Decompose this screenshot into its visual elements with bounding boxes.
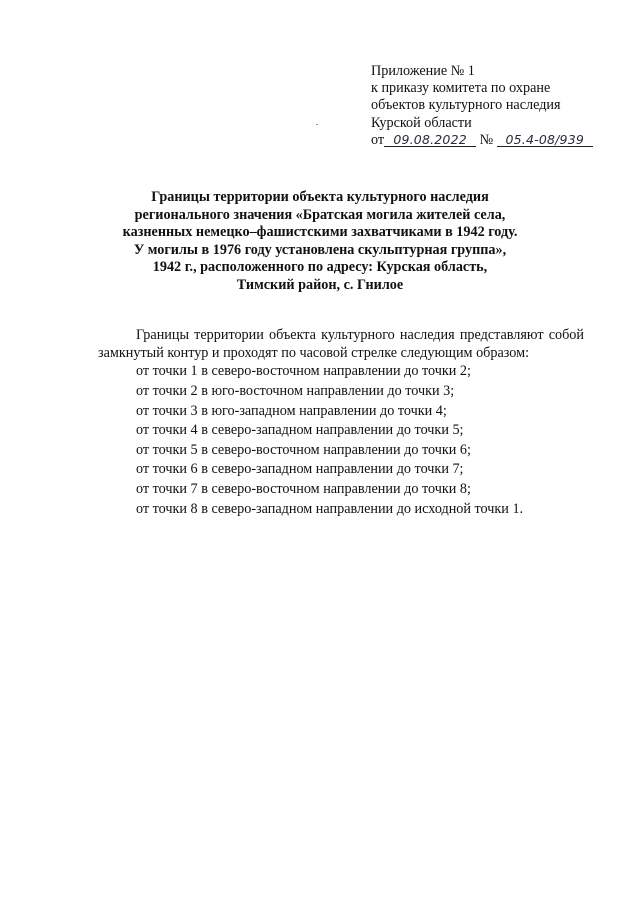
title-line-2: регионального значения «Братская могила жителей села, bbox=[134, 206, 506, 223]
handwritten-order-number: 05.4-08/939 bbox=[497, 133, 593, 147]
document-title bbox=[80, 189, 560, 295]
title-line-1: Границы территории объекта культурного наследия bbox=[151, 189, 489, 205]
list-item: от точки 6 в северо-западном направлении до точки 7; bbox=[136, 461, 464, 478]
title-line-6: Тимский район, с. Гнилое bbox=[236, 276, 404, 293]
title-line-4: У могилы в 1976 году установлена скульптурная группа», bbox=[133, 241, 507, 258]
appendix-number: Приложение № 1 bbox=[371, 63, 475, 79]
title-line-3: казненных немецко–фашистскими захватчиками в 1942 году. bbox=[122, 224, 518, 241]
appendix-region: Курской области bbox=[371, 114, 472, 131]
appendix-date-number-line bbox=[371, 132, 631, 149]
document-body bbox=[98, 326, 584, 519]
appendix-header bbox=[371, 63, 631, 149]
intro-paragraph: Границы территории объекта культурного наследия представляют собой замкнутый контур и проходят по часовой стрелке следующим образом: bbox=[98, 327, 584, 362]
list-item: от точки 7 в северо-восточном направлении до точки 8; bbox=[136, 480, 471, 497]
appendix-order-ref: к приказу комитета по охране bbox=[371, 80, 551, 97]
list-item: от точки 8 в северо-западном направлении до исходной точки 1. bbox=[136, 500, 524, 517]
appendix-committee: объектов культурного наследия bbox=[371, 97, 561, 114]
number-prefix: № bbox=[479, 131, 494, 148]
title-line-5: 1942 г., расположенного по адресу: Курская область, bbox=[152, 259, 488, 276]
handwritten-date: 09.08.2022 bbox=[384, 133, 476, 147]
boundary-points-list bbox=[98, 362, 584, 519]
list-item: от точки 3 в юго-западном направлении до точки 4; bbox=[136, 402, 447, 419]
list-item: от точки 1 в северо-восточном направлении до точки 2; bbox=[136, 363, 471, 380]
list-item: от точки 4 в северо-западном направлении до точки 5; bbox=[136, 422, 464, 439]
list-item: от точки 2 в юго-восточном направлении до точки 3; bbox=[136, 383, 455, 399]
list-item: от точки 5 в северо-восточном направлении до точки 6; bbox=[136, 441, 471, 458]
scan-speck bbox=[316, 124, 318, 125]
date-prefix: от bbox=[371, 131, 385, 148]
